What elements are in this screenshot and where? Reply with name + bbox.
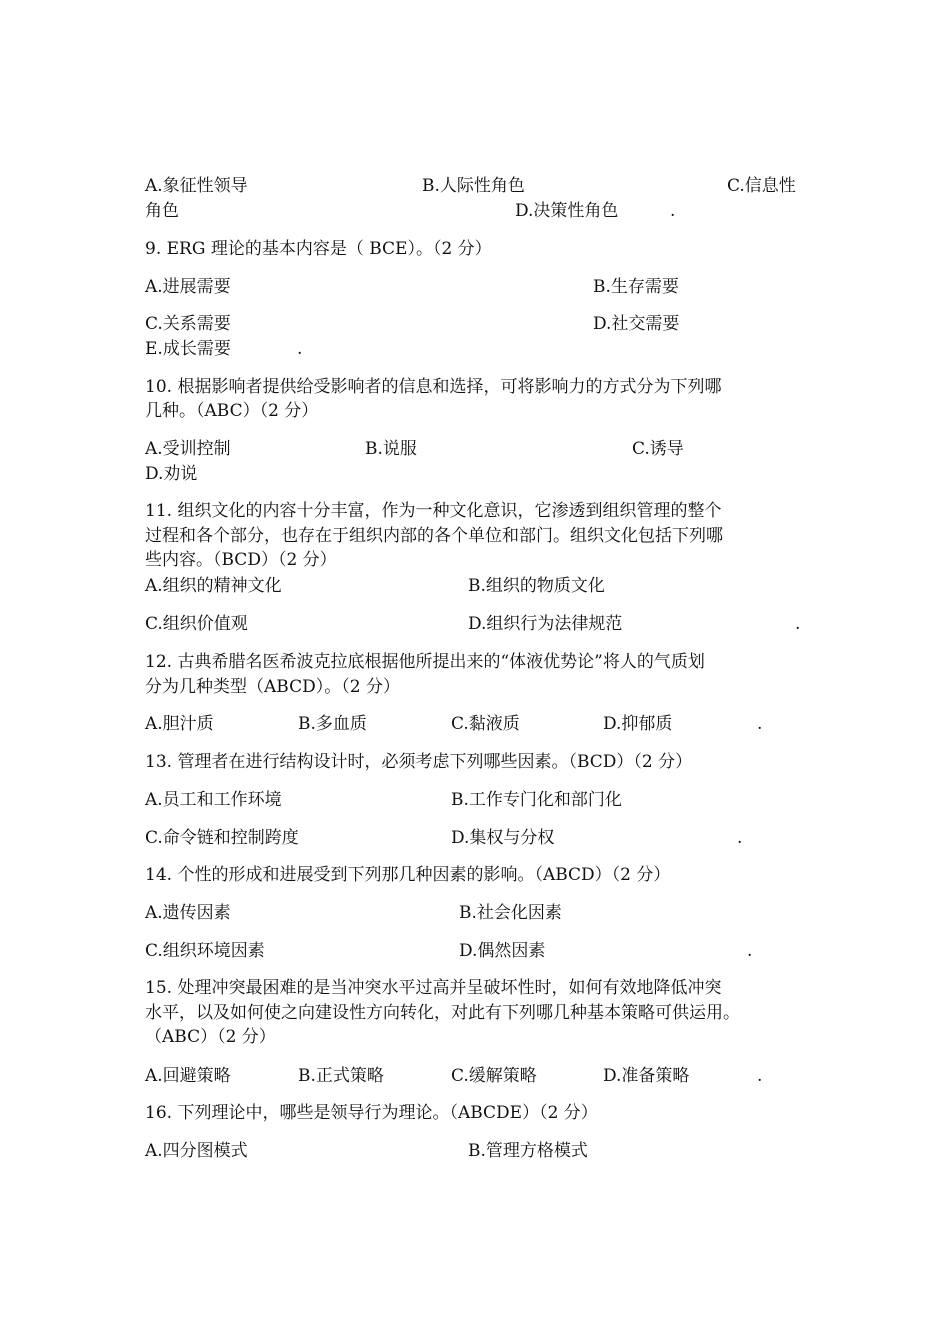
q12-stem-line1: 12. 古典希腊名医希波克拉底根据他所提出来的“体液优势论”将人的气质划: [145, 652, 705, 672]
q8-option-d: D.决策性角色: [515, 201, 619, 221]
q9-option-a: A.进展需要: [145, 277, 231, 297]
q11-option-c: C.组织价值观: [145, 614, 248, 634]
q15-option-c: C.缓解策略: [451, 1066, 537, 1086]
q14-option-d: D.偶然因素: [459, 941, 546, 961]
q15-end-dot: .: [757, 1066, 763, 1086]
q13-option-a: A.员工和工作环境: [145, 790, 282, 810]
q10-option-d: D.劝说: [145, 464, 198, 484]
q11-end-dot: .: [795, 614, 801, 634]
q14-stem: 14. 个性的形成和进展受到下列那几种因素的影响。（ABCD）（2 分）: [145, 865, 671, 885]
q9-stem: 9. ERG 理论的基本内容是（ BCE）。（2 分）: [145, 239, 492, 259]
q8-end-dot: .: [670, 201, 676, 221]
q13-end-dot: .: [737, 828, 743, 848]
q12-option-d: D.抑郁质: [603, 714, 673, 734]
q8-option-a: A.象征性领导: [145, 176, 248, 196]
q14-option-b: B.社会化因素: [459, 903, 562, 923]
q13-stem: 13. 管理者在进行结构设计时，必须考虑下列哪些因素。（BCD）（2 分）: [145, 752, 693, 772]
q14-end-dot: .: [747, 941, 753, 961]
q15-stem-line2: 水平，以及如何使之向建设性方向转化，对此有下列哪几种基本策略可供运用。: [145, 1003, 740, 1023]
q9-option-d: D.社交需要: [593, 314, 680, 334]
q12-option-a: A.胆汁质: [145, 714, 214, 734]
q9-option-b: B.生存需要: [593, 277, 679, 297]
q12-stem-line2: 分为几种类型（ABCD）。（2 分）: [145, 677, 400, 697]
q10-option-b: B.说服: [365, 439, 417, 459]
q11-option-d: D.组织行为法律规范: [468, 614, 623, 634]
q9-option-e: E.成长需要: [145, 339, 231, 359]
q15-stem-line1: 15. 处理冲突最困难的是当冲突水平过高并呈破坏性时，如何有效地降低冲突: [145, 978, 722, 998]
q8-option-c: C.信息性: [727, 176, 796, 196]
q10-stem-line2: 几种。（ABC）（2 分）: [145, 401, 319, 421]
q12-option-b: B.多血质: [298, 714, 367, 734]
q12-option-c: C.黏液质: [451, 714, 520, 734]
q15-option-d: D.准备策略: [603, 1066, 690, 1086]
q10-option-a: A.受训控制: [145, 439, 231, 459]
q11-stem-line3: 些内容。（BCD）（2 分）: [145, 550, 337, 570]
q16-stem: 16. 下列理论中，哪些是领导行为理论。（ABCDE）（2 分）: [145, 1103, 598, 1123]
q12-end-dot: .: [757, 714, 763, 734]
q15-option-a: A.回避策略: [145, 1066, 231, 1086]
q11-stem-line2: 过程和各个部分，也存在于组织内部的各个单位和部门。组织文化包括下列哪: [145, 526, 723, 546]
q8-option-b: B.人际性角色: [422, 176, 525, 196]
q11-option-a: A.组织的精神文化: [145, 576, 282, 596]
q13-option-c: C.命令链和控制跨度: [145, 828, 299, 848]
q13-option-d: D.集权与分权: [451, 828, 555, 848]
q14-option-c: C.组织环境因素: [145, 941, 265, 961]
q11-stem-line1: 11. 组织文化的内容十分丰富，作为一种文化意识，它渗透到组织管理的整个: [145, 501, 722, 521]
q10-stem-line1: 10. 根据影响者提供给受影响者的信息和选择，可将影响力的方式分为下列哪: [145, 377, 722, 397]
q14-option-a: A.遗传因素: [145, 903, 231, 923]
q15-stem-line3: （ABC）（2 分）: [145, 1027, 276, 1047]
q9-end-dot: .: [297, 339, 303, 359]
q10-option-c: C.诱导: [632, 439, 684, 459]
q15-option-b: B.正式策略: [298, 1066, 384, 1086]
q16-option-a: A.四分图模式: [145, 1141, 248, 1161]
q13-option-b: B.工作专门化和部门化: [451, 790, 622, 810]
q8-option-c-cont: 角色: [145, 201, 179, 221]
q16-option-b: B.管理方格模式: [468, 1141, 588, 1161]
q9-option-c: C.关系需要: [145, 314, 231, 334]
q11-option-b: B.组织的物质文化: [468, 576, 605, 596]
